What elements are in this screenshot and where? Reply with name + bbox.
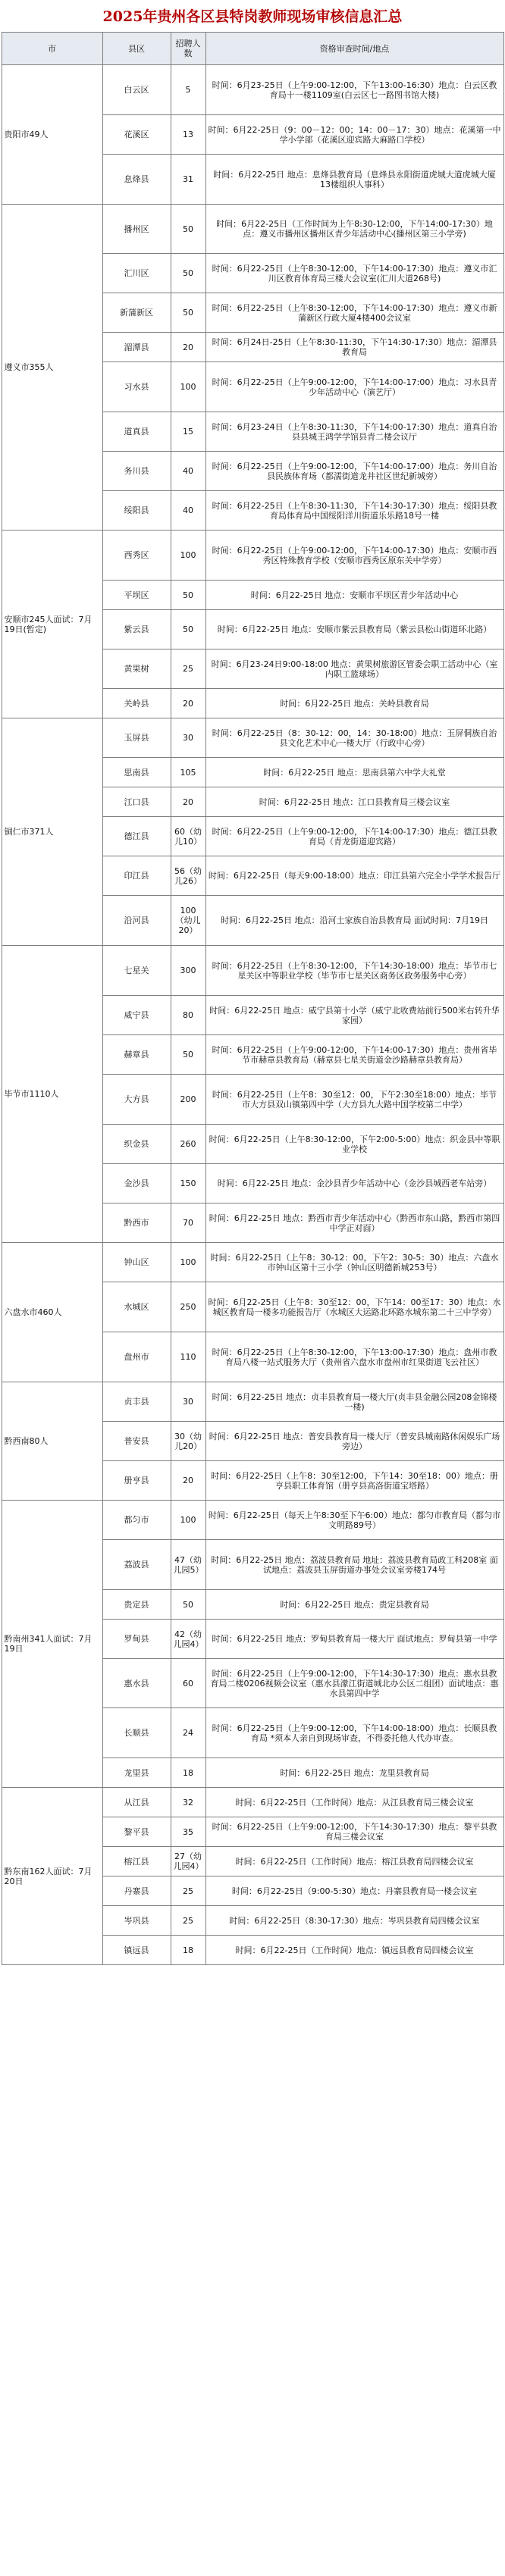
info-cell: 时间：6月22-25日 地点：荔波县教育局 地址：荔波县教育局政工科208室 面试地点：荔波县玉屏街道办事处会议室旁楼174号: [205, 1540, 503, 1590]
info-cell: 时间：6月23-24日9:00-18:00 地点：黄果树旅游区管委会职工活动中心（室内职工篮球场）: [205, 649, 503, 689]
info-cell: 时间：6月22-25日（上午8：30至12：00，下午2:30至18:00）地点：毕节市大方县双山镇第四中学（大方县九大路中国学校第二中学）: [205, 1075, 503, 1125]
info-cell: 时间：6月22-25日（9：00－12：00；14：00－17：30）地点：花溪第一中学小学部（花溪区迎宾路大麻路口学校）: [205, 115, 503, 155]
quota-cell: 105: [171, 758, 205, 787]
city-cell: 黔西南80人: [2, 1382, 102, 1501]
county-cell: 普安县: [102, 1422, 171, 1461]
table-row: [2, 1501, 503, 1540]
county-cell: 西秀区: [102, 531, 171, 581]
header-city: 市: [2, 33, 102, 65]
quota-cell: 110: [171, 1332, 205, 1382]
quota-cell: 200: [171, 1075, 205, 1125]
county-cell: 息烽县: [102, 155, 171, 205]
county-cell: 汇川区: [102, 254, 171, 293]
info-cell: 时间：6月22-25日（8：30-12：00，14：30-18:00）地点：玉屏侗族自治县文化艺术中心一楼大厅（行政中心旁）: [205, 718, 503, 758]
info-cell: 时间：6月22-25日（工作时间）地点：镇远县教育局四楼会议室: [205, 1936, 503, 1965]
info-cell: 时间：6月22-25日 地点：江口县教育局三楼会议室: [205, 787, 503, 817]
county-cell: 七星关: [102, 946, 171, 996]
info-cell: 时间：6月22-25日 地点：息烽县教育局（息烽县永阳街道虎城大道虎城大厦13楼组织人事科）: [205, 155, 503, 205]
quota-cell: 50: [171, 254, 205, 293]
page-title: 2025年贵州各区县特岗教师现场审核信息汇总: [102, 8, 403, 25]
info-cell: 时间：6月22-25日（上午8:30-11:30，下午14:30-17:30）地点：绥阳县教育局体育局中国绥阳洋川街道乐乐路18号一楼: [205, 491, 503, 531]
quota-cell: 20: [171, 1461, 205, 1501]
county-cell: 威宁县: [102, 996, 171, 1035]
table-row: [2, 65, 503, 115]
info-cell: 时间：6月22-25日（上午8:30-12:00，下午14:00-17:30）地点：遵义市新蒲新区行政大厦4楼400会议室: [205, 293, 503, 333]
info-cell: 时间：6月22-25日（工作时间）地点：从江县教育局三楼会议室: [205, 1788, 503, 1817]
quota-cell: 50: [171, 1035, 205, 1075]
city-cell: 铜仁市371人: [2, 718, 102, 946]
county-cell: 荔波县: [102, 1540, 171, 1590]
table-row: [2, 946, 503, 996]
info-cell: 时间：6月22-25日 地点：贞丰县教育局一楼大厅(贞丰县金融公园208金锦楼一楼): [205, 1382, 503, 1422]
quota-cell: 31: [171, 155, 205, 205]
info-cell: 时间：6月22-25日 地点：思南县第六中学大礼堂: [205, 758, 503, 787]
quota-cell: 50: [171, 205, 205, 254]
quota-cell: 42（幼儿园4）: [171, 1620, 205, 1659]
table-row: [2, 718, 503, 758]
info-cell: 时间：6月22-25日（上午8:30-12:00，下午2:00-5:00）地点：织金县中等职业学校: [205, 1125, 503, 1164]
quota-cell: 5: [171, 65, 205, 115]
county-cell: 黔西市: [102, 1203, 171, 1243]
info-cell: 时间：6月24日-25日（上午8:30-11:30，下午14:30-17:30）地点：湄潭县教育局: [205, 333, 503, 362]
quota-cell: 25: [171, 1906, 205, 1936]
quota-cell: 60: [171, 1659, 205, 1708]
info-cell: 时间：6月22-25日（上午8:30-12:00，下午14:00-17:30）地点：遵义市汇川区教育体育局三楼大会议室(汇川大道268号): [205, 254, 503, 293]
quota-cell: 80: [171, 996, 205, 1035]
quota-cell: 18: [171, 1758, 205, 1788]
county-cell: 从江县: [102, 1788, 171, 1817]
table-row: [2, 205, 503, 254]
county-cell: 新蒲新区: [102, 293, 171, 333]
county-cell: 玉屏县: [102, 718, 171, 758]
quota-cell: 30: [171, 718, 205, 758]
quota-cell: 30: [171, 1382, 205, 1422]
county-cell: 贞丰县: [102, 1382, 171, 1422]
quota-cell: 20: [171, 787, 205, 817]
city-cell: 黔东南162人面试：7月20日: [2, 1788, 102, 1965]
city-cell: 贵阳市49人: [2, 65, 102, 205]
quota-cell: 50: [171, 581, 205, 610]
county-cell: 册亨县: [102, 1461, 171, 1501]
county-cell: 罗甸县: [102, 1620, 171, 1659]
county-cell: 金沙县: [102, 1164, 171, 1203]
county-cell: 白云区: [102, 65, 171, 115]
county-cell: 都匀市: [102, 1501, 171, 1540]
quota-cell: 50: [171, 1590, 205, 1620]
info-cell: 时间：6月22-25日（上午8:30-12:00，下午13:00-17:30）地点：盘州市教育局八楼一站式服务大厅（贵州省六盘水市盘州市红果街道飞云社区）: [205, 1332, 503, 1382]
quota-cell: 32: [171, 1788, 205, 1817]
county-cell: 龙里县: [102, 1758, 171, 1788]
quota-cell: 18: [171, 1936, 205, 1965]
header-info: 资格审查时间/地点: [205, 33, 503, 65]
county-cell: 榕江县: [102, 1847, 171, 1876]
county-cell: 惠水县: [102, 1659, 171, 1708]
county-cell: 播州区: [102, 205, 171, 254]
county-cell: 盘州市: [102, 1332, 171, 1382]
quota-cell: 15: [171, 412, 205, 452]
info-cell: 时间：6月22-25日（上午9:00-12:00，下午14:30-17:30）地点：惠水县教育局二楼0206视频会议室（惠水县濛江街道城北办公区二组团）面试地点：惠水县第四中学: [205, 1659, 503, 1708]
info-cell: 时间：6月22-25日 地点：黔西市青少年活动中心（黔西市东山路，黔西市第四中学正对面）: [205, 1203, 503, 1243]
county-cell: 丹寨县: [102, 1876, 171, 1906]
info-cell: 时间：6月22-25日 地点：关岭县教育局: [205, 689, 503, 718]
county-cell: 关岭县: [102, 689, 171, 718]
info-cell: 时间：6月22-25日（上午9:00-12:00，下午14:00-17:30）地点：德江县教育局（青龙街道迎宾路）: [205, 817, 503, 856]
quota-cell: 40: [171, 452, 205, 491]
county-cell: 思南县: [102, 758, 171, 787]
info-cell: 时间：6月22-25日 地点：罗甸县教育局一楼大厅 面试地点：罗甸县第一中学: [205, 1620, 503, 1659]
county-cell: 水城区: [102, 1282, 171, 1332]
info-cell: 时间：6月22-25日（8:30-17:30）地点：岑巩县教育局四楼会议室: [205, 1906, 503, 1936]
county-cell: 黎平县: [102, 1817, 171, 1847]
info-cell: 时间：6月22-25日（上午9:00-12:00，下午14:00-17:30）地点：安顺市西秀区特殊教育学校（安顺市西秀区原东关中学旁）: [205, 531, 503, 581]
info-cell: 时间：6月22-25日（9:00-5:30）地点：丹寨县教育局一楼会议室: [205, 1876, 503, 1906]
info-cell: 时间：6月22-25日 地点：沿河土家族自治县教育局 面试时间：7月19日: [205, 896, 503, 946]
quota-cell: 100: [171, 1243, 205, 1282]
city-cell: 六盘水市460人: [2, 1243, 102, 1382]
quota-cell: 25: [171, 649, 205, 689]
table-body: [2, 65, 503, 1965]
county-cell: 大方县: [102, 1075, 171, 1125]
county-cell: 印江县: [102, 856, 171, 896]
county-cell: 江口县: [102, 787, 171, 817]
county-cell: 长顺县: [102, 1708, 171, 1758]
quota-cell: 70: [171, 1203, 205, 1243]
info-cell: 时间：6月22-25日（上午9:00-12:00，下午14:00-17:30）地点：贵州省毕节市赫章县教育局（赫章县七星关街道金沙路赫章县教育局）: [205, 1035, 503, 1075]
quota-cell: 100: [171, 531, 205, 581]
quota-cell: 100: [171, 1501, 205, 1540]
quota-cell: 260: [171, 1125, 205, 1164]
info-cell: 时间：6月22-25日 地点：威宁县第十小学（威宁北收费站前行500米右转升华家园）: [205, 996, 503, 1035]
header-num: 招聘人数: [171, 33, 205, 65]
county-cell: 习水县: [102, 362, 171, 412]
info-cell: 时间：6月22-25日（上午9:00-12:00，下午14:00-18:00）地点：长顺县教育局 *须本人亲自到现场审查，不得委托他人代办审查。: [205, 1708, 503, 1758]
quota-cell: 56（幼儿26）: [171, 856, 205, 896]
county-cell: 钟山区: [102, 1243, 171, 1282]
county-cell: 务川县: [102, 452, 171, 491]
county-cell: 赫章县: [102, 1035, 171, 1075]
county-cell: 德江县: [102, 817, 171, 856]
quota-cell: 50: [171, 293, 205, 333]
info-cell: 时间：6月22-25日（工作时间）地点：榕江县教育局四楼会议室: [205, 1847, 503, 1876]
quota-cell: 27（幼儿园4）: [171, 1847, 205, 1876]
info-cell: 时间：6月22-25日 地点：安顺市紫云县教育局（紫云县松山街道环北路）: [205, 610, 503, 649]
info-cell: 时间：6月22-25日（上午9:00-12:00，下午14:00-17:00）地点：务川自治县民族体育场（都濡街道龙井社区世纪新城旁）: [205, 452, 503, 491]
quota-cell: 24: [171, 1708, 205, 1758]
quota-cell: 50: [171, 610, 205, 649]
county-cell: 平坝区: [102, 581, 171, 610]
city-cell: 遵义市355人: [2, 205, 102, 531]
quota-cell: 25: [171, 1876, 205, 1906]
quota-cell: 30（幼儿20）: [171, 1422, 205, 1461]
info-cell: 时间：6月23-25日（上午9:00-12:00，下午13:00-16:30）地点：白云区教育局十一楼1109室(白云区七一路图书馆大楼): [205, 65, 503, 115]
quota-cell: 35: [171, 1817, 205, 1847]
table-row: [2, 1382, 503, 1422]
county-cell: 织金县: [102, 1125, 171, 1164]
county-cell: 花溪区: [102, 115, 171, 155]
city-cell: 黔南州341人面试：7月19日: [2, 1501, 102, 1788]
quota-cell: 40: [171, 491, 205, 531]
info-cell: 时间：6月22-25日 地点：普安县教育局一楼大厅（普安县城南路休闲娱乐广场旁边）: [205, 1422, 503, 1461]
quota-cell: 100（幼儿20）: [171, 896, 205, 946]
county-cell: 道真县: [102, 412, 171, 452]
header-county: 县区: [102, 33, 171, 65]
county-cell: 黄果树: [102, 649, 171, 689]
table-header-row: [2, 33, 503, 65]
info-cell: 时间：6月22-25日（上午9:00-12:00，下午14:00-17:00）地点：习水县青少年活动中心（演艺厅）: [205, 362, 503, 412]
quota-cell: 47（幼儿园5）: [171, 1540, 205, 1590]
county-cell: 贵定县: [102, 1590, 171, 1620]
city-cell: 毕节市1110人: [2, 946, 102, 1243]
county-cell: 湄潭县: [102, 333, 171, 362]
county-cell: 紫云县: [102, 610, 171, 649]
info-cell: 时间：6月22-25日（上午8:30-12:00，下午14:30-18:00）地点：毕节市七星关区中等职业学校（毕节市七星关区商务区政务服务中心旁）: [205, 946, 503, 996]
info-cell: 时间：6月22-25日（上午9:00-12:00，下午14:30-17:30）地点：黎平县教育局三楼会议室: [205, 1817, 503, 1847]
info-cell: 时间：6月22-25日（每天9:00-18:00）地点：印江县第六完全小学学术报告厅: [205, 856, 503, 896]
quota-cell: 60（幼儿10）: [171, 817, 205, 856]
quota-cell: 300: [171, 946, 205, 996]
info-cell: 时间：6月22-25日 地点：金沙县青少年活动中心（金沙县城西老车站旁）: [205, 1164, 503, 1203]
table-row: [2, 531, 503, 581]
quota-cell: 20: [171, 333, 205, 362]
table-row: [2, 1243, 503, 1282]
quota-cell: 150: [171, 1164, 205, 1203]
county-cell: 沿河县: [102, 896, 171, 946]
info-cell: 时间：6月23-24日（上午8:30-11:30，下午14:00-17:30）地点：道真自治县县城王鸿学学馆县青二楼会议厅: [205, 412, 503, 452]
info-cell: 时间：6月22-25日（上午8：30至12：00，下午14：00至17：30）地点：水城区教育局一楼多功能报告厅（水城区大运路北环路水城东第二十三中学旁）: [205, 1282, 503, 1332]
quota-cell: 13: [171, 115, 205, 155]
info-cell: 时间：6月22-25日 地点：龙里县教育局: [205, 1758, 503, 1788]
exam-info-table: [2, 32, 504, 1965]
quota-cell: 20: [171, 689, 205, 718]
county-cell: 岑巩县: [102, 1906, 171, 1936]
info-cell: 时间：6月22-25日 地点：安顺市平坝区青少年活动中心: [205, 581, 503, 610]
info-cell: 时间：6月22-25日（上午8：30-12：00，下午2：30-5：30）地点：六盘水市钟山区第十三小学（钟山区明德新城253号）: [205, 1243, 503, 1282]
county-cell: 绥阳县: [102, 491, 171, 531]
info-cell: 时间：6月22-25日（每天上午8:30至下午6:00）地点：都匀市教育局（都匀市文明路89号）: [205, 1501, 503, 1540]
info-cell: 时间：6月22-25日（工作时间为上午8:30-12:00，下午14:00-17:30）地点：遵义市播州区播州区青少年活动中心(播州区第三小学旁): [205, 205, 503, 254]
info-cell: 时间：6月22-25日 地点：贵定县教育局: [205, 1590, 503, 1620]
city-cell: 安顺市245人面试：7月19日(暂定): [2, 531, 102, 718]
info-cell: 时间：6月22-25日（上午8：30至12:00，下午14：30至18：00）地点：册亨县职工体育馆（册亨县高洛街道宝塔路）: [205, 1461, 503, 1501]
quota-cell: 100: [171, 362, 205, 412]
county-cell: 镇远县: [102, 1936, 171, 1965]
quota-cell: 250: [171, 1282, 205, 1332]
table-row: [2, 1788, 503, 1817]
